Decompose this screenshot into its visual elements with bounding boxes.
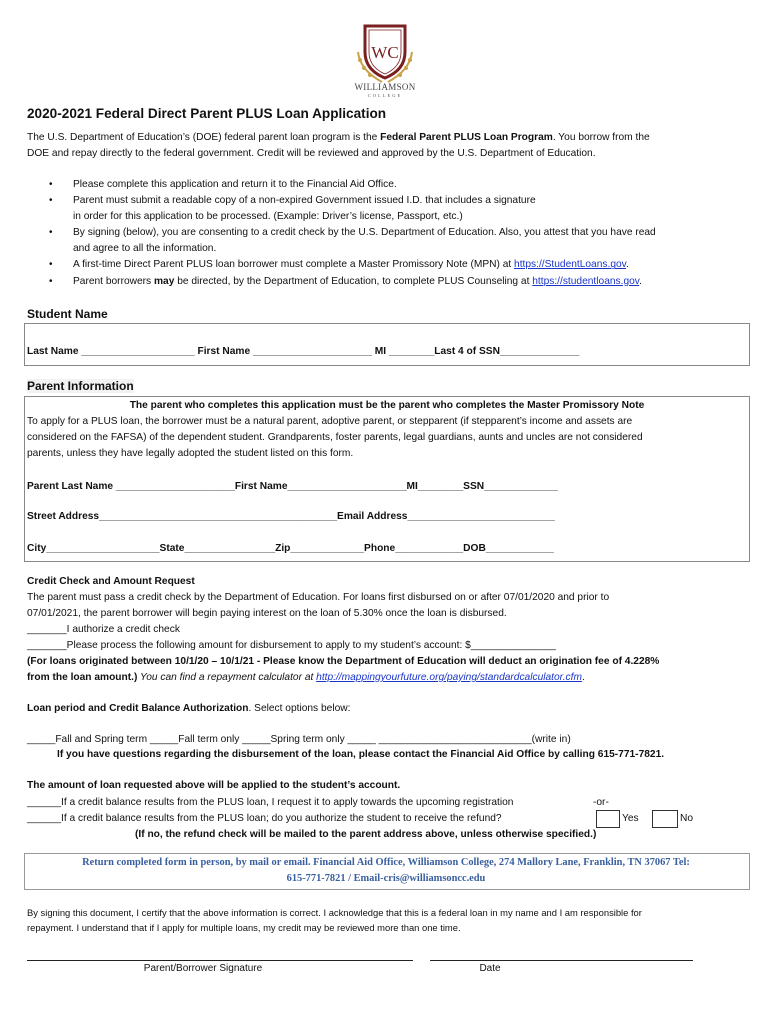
calculator-link[interactable]: http://mappingyourfuture.org/paying/standardcalculator.cfm — [316, 672, 582, 683]
loan-period-heading: Loan period and Credit Balance Authorization — [27, 703, 249, 714]
return-instructions-line-1: Return completed form in person, by mail or email. Financial Aid Office, Williamson College, 274 Mallory Lane, Franklin, TN 37067 Tel: — [82, 857, 690, 868]
yes-checkbox[interactable] — [596, 810, 620, 828]
date-line[interactable] — [430, 960, 693, 961]
parent-address-fields[interactable]: Street Address__________________________________________Email Address__________________________ — [27, 511, 555, 522]
signature-line[interactable] — [27, 960, 413, 961]
crest-icon — [352, 22, 418, 84]
term-options[interactable]: _____Fall and Spring term _____Fall term only _____Spring term only _____ ___________________________(write in) — [27, 734, 571, 745]
studentloans-link[interactable]: https://StudentLoans.gov — [514, 259, 626, 271]
authorize-credit-check-field[interactable]: _______I authorize a credit check — [27, 624, 180, 635]
repayment-line: from the loan amount.) You can find a repayment calculator at http://mappingyourfuture.org/paying/standardcalculator.cfm. — [27, 672, 585, 683]
signature-label: Parent/Borrower Signature — [143, 963, 263, 974]
origination-fee-note: (For loans originated between 10/1/20 – 10/1/21 - Please know the Department of Education will deduct an origination fee of 4.228% — [27, 656, 660, 667]
certify-line-2: repayment. I understand that if I apply for multiple loans, my credit may be reviewed more than one time. — [27, 922, 461, 933]
bullet-text: Parent borrowers — [73, 275, 154, 287]
disbursement-amount-field[interactable]: _______Please process the following amount for disbursement to apply to my student’s account: $_______________ — [27, 640, 556, 651]
parent-name-fields[interactable]: Parent Last Name _____________________First Name_____________________MI________SSN_____________ — [27, 481, 558, 492]
page-title: 2020-2021 Federal Direct Parent PLUS Loan Application — [27, 106, 387, 121]
counseling-link[interactable]: https://studentloans.gov — [532, 275, 640, 287]
yes-label: Yes — [622, 813, 639, 824]
or-label: -or- — [593, 797, 609, 808]
bullet-emphasis: may — [153, 275, 175, 287]
list-item — [45, 225, 745, 257]
parent-eligibility-2: considered on the FAFSA) of the dependent student. Grandparents, foster parents, legal guardians, aunts and uncles are not considered — [27, 432, 643, 443]
list-item: • Parent borrowers may be directed, by the Department of Education, to complete PLUS Counseling at https://studentloans.gov. — [45, 274, 745, 290]
bullet-text: be directed, by the Department of Education, to complete PLUS Counseling at — [174, 275, 533, 287]
parent-info-heading: Parent Information — [27, 379, 134, 393]
intro-line-2: DOE and repay directly to the federal government. Credit will be reviewed and approved by the U.S. Department of Education. — [27, 148, 596, 159]
credit-text-1: The parent must pass a credit check by the Department of Education. For loans first disbursed on or after 07/01/2020 and prior to — [27, 592, 610, 603]
logo-subname: COLLEGE — [367, 93, 403, 98]
parent-eligibility-1: To apply for a PLUS loan, the borrower must be a natural parent, adoptive parent, or stepparent (if stepparent’s income and assets are — [27, 416, 633, 427]
return-instructions — [24, 855, 748, 887]
list-item — [45, 193, 745, 225]
loan-period-line — [27, 701, 350, 717]
loan-period-heading-rest: . Select options below: — [248, 703, 351, 714]
student-name-heading: Student Name — [27, 307, 108, 321]
intro-line-1 — [27, 130, 747, 146]
bullet-text: By signing (below), you are consenting to a credit check by the U.S. Department of Education. Also, you attest that you have read — [73, 227, 656, 239]
credit-text-2: 07/01/2021, the parent borrower will begin paying interest on the loan of 5.30% once the loan is disbursed. — [27, 608, 507, 619]
list-item — [45, 177, 745, 193]
logo-name: WILLIAMSON — [354, 82, 416, 92]
questions-contact: If you have questions regarding the disbursement of the loan, please contact the Financial Aid Office by calling 615-771-7821. — [57, 749, 665, 760]
certify-line-1: By signing this document, I certify that the above information is correct. I acknowledge that this is a federal loan in my name and I am responsible for — [27, 907, 642, 918]
refund-note: (If no, the refund check will be mailed to the parent address above, unless otherwise specified.) — [135, 829, 597, 840]
amount-applied-heading: The amount of loan requested above will be applied to the student’s account. — [27, 780, 401, 791]
bullet-text: Parent must submit a readable copy of a non-expired Government issued I.D. that includes a signature — [73, 195, 536, 207]
parent-city-fields[interactable]: City____________________State________________Zip_____________Phone____________DOB____________ — [27, 543, 554, 554]
list-item: • A first-time Direct Parent PLUS loan borrower must complete a Master Promissory Note (MPN) at https://StudentLoans.gov. — [45, 257, 745, 273]
student-name-fields[interactable]: Last Name ____________________ First Name _____________________ MI ________Last 4 of SSN______________ — [27, 346, 580, 357]
bullet-text: A first-time Direct Parent PLUS loan borrower must complete a Master Promissory Note (MPN) at — [73, 259, 515, 271]
intro-text-a: The U.S. Department of Education’s (DOE) federal parent loan program is the — [27, 132, 381, 143]
no-checkbox[interactable] — [652, 810, 678, 828]
credit-balance-refund[interactable]: ______If a credit balance results from the PLUS loan; do you authorize the student to receive the refund? — [27, 813, 502, 824]
bullet-text: and agree to all the information. — [73, 243, 217, 255]
intro-text-c: . You borrow from the — [552, 132, 650, 143]
intro-program-name: Federal Parent PLUS Loan Program — [380, 132, 553, 143]
bullet-text: Please complete this application and return it to the Financial Aid Office. — [73, 179, 397, 190]
logo-monogram: WC — [371, 43, 399, 62]
date-label: Date — [479, 963, 501, 974]
calculator-text: You can find a repayment calculator at — [137, 672, 317, 683]
parent-eligibility-3: parents, unless they have legally adopted the student listed on this form. — [27, 448, 354, 459]
return-instructions-line-2: 615-771-7821 / Email-cris@williamsoncc.edu — [286, 873, 486, 884]
instructions-list — [45, 177, 745, 290]
credit-balance-registration[interactable]: ______If a credit balance results from the PLUS loan, I request it to apply towards the upcoming registration — [27, 797, 514, 808]
parent-info-subheading: The parent who completes this application must be the parent who completes the Master Promissory Note — [129, 400, 645, 411]
no-label: No — [680, 813, 694, 824]
fee-note-end: from the loan amount.) — [27, 672, 138, 683]
bullet-text: in order for this application to be processed. (Example: Driver’s license, Passport, etc.) — [73, 211, 463, 223]
credit-check-heading: Credit Check and Amount Request — [27, 576, 195, 587]
